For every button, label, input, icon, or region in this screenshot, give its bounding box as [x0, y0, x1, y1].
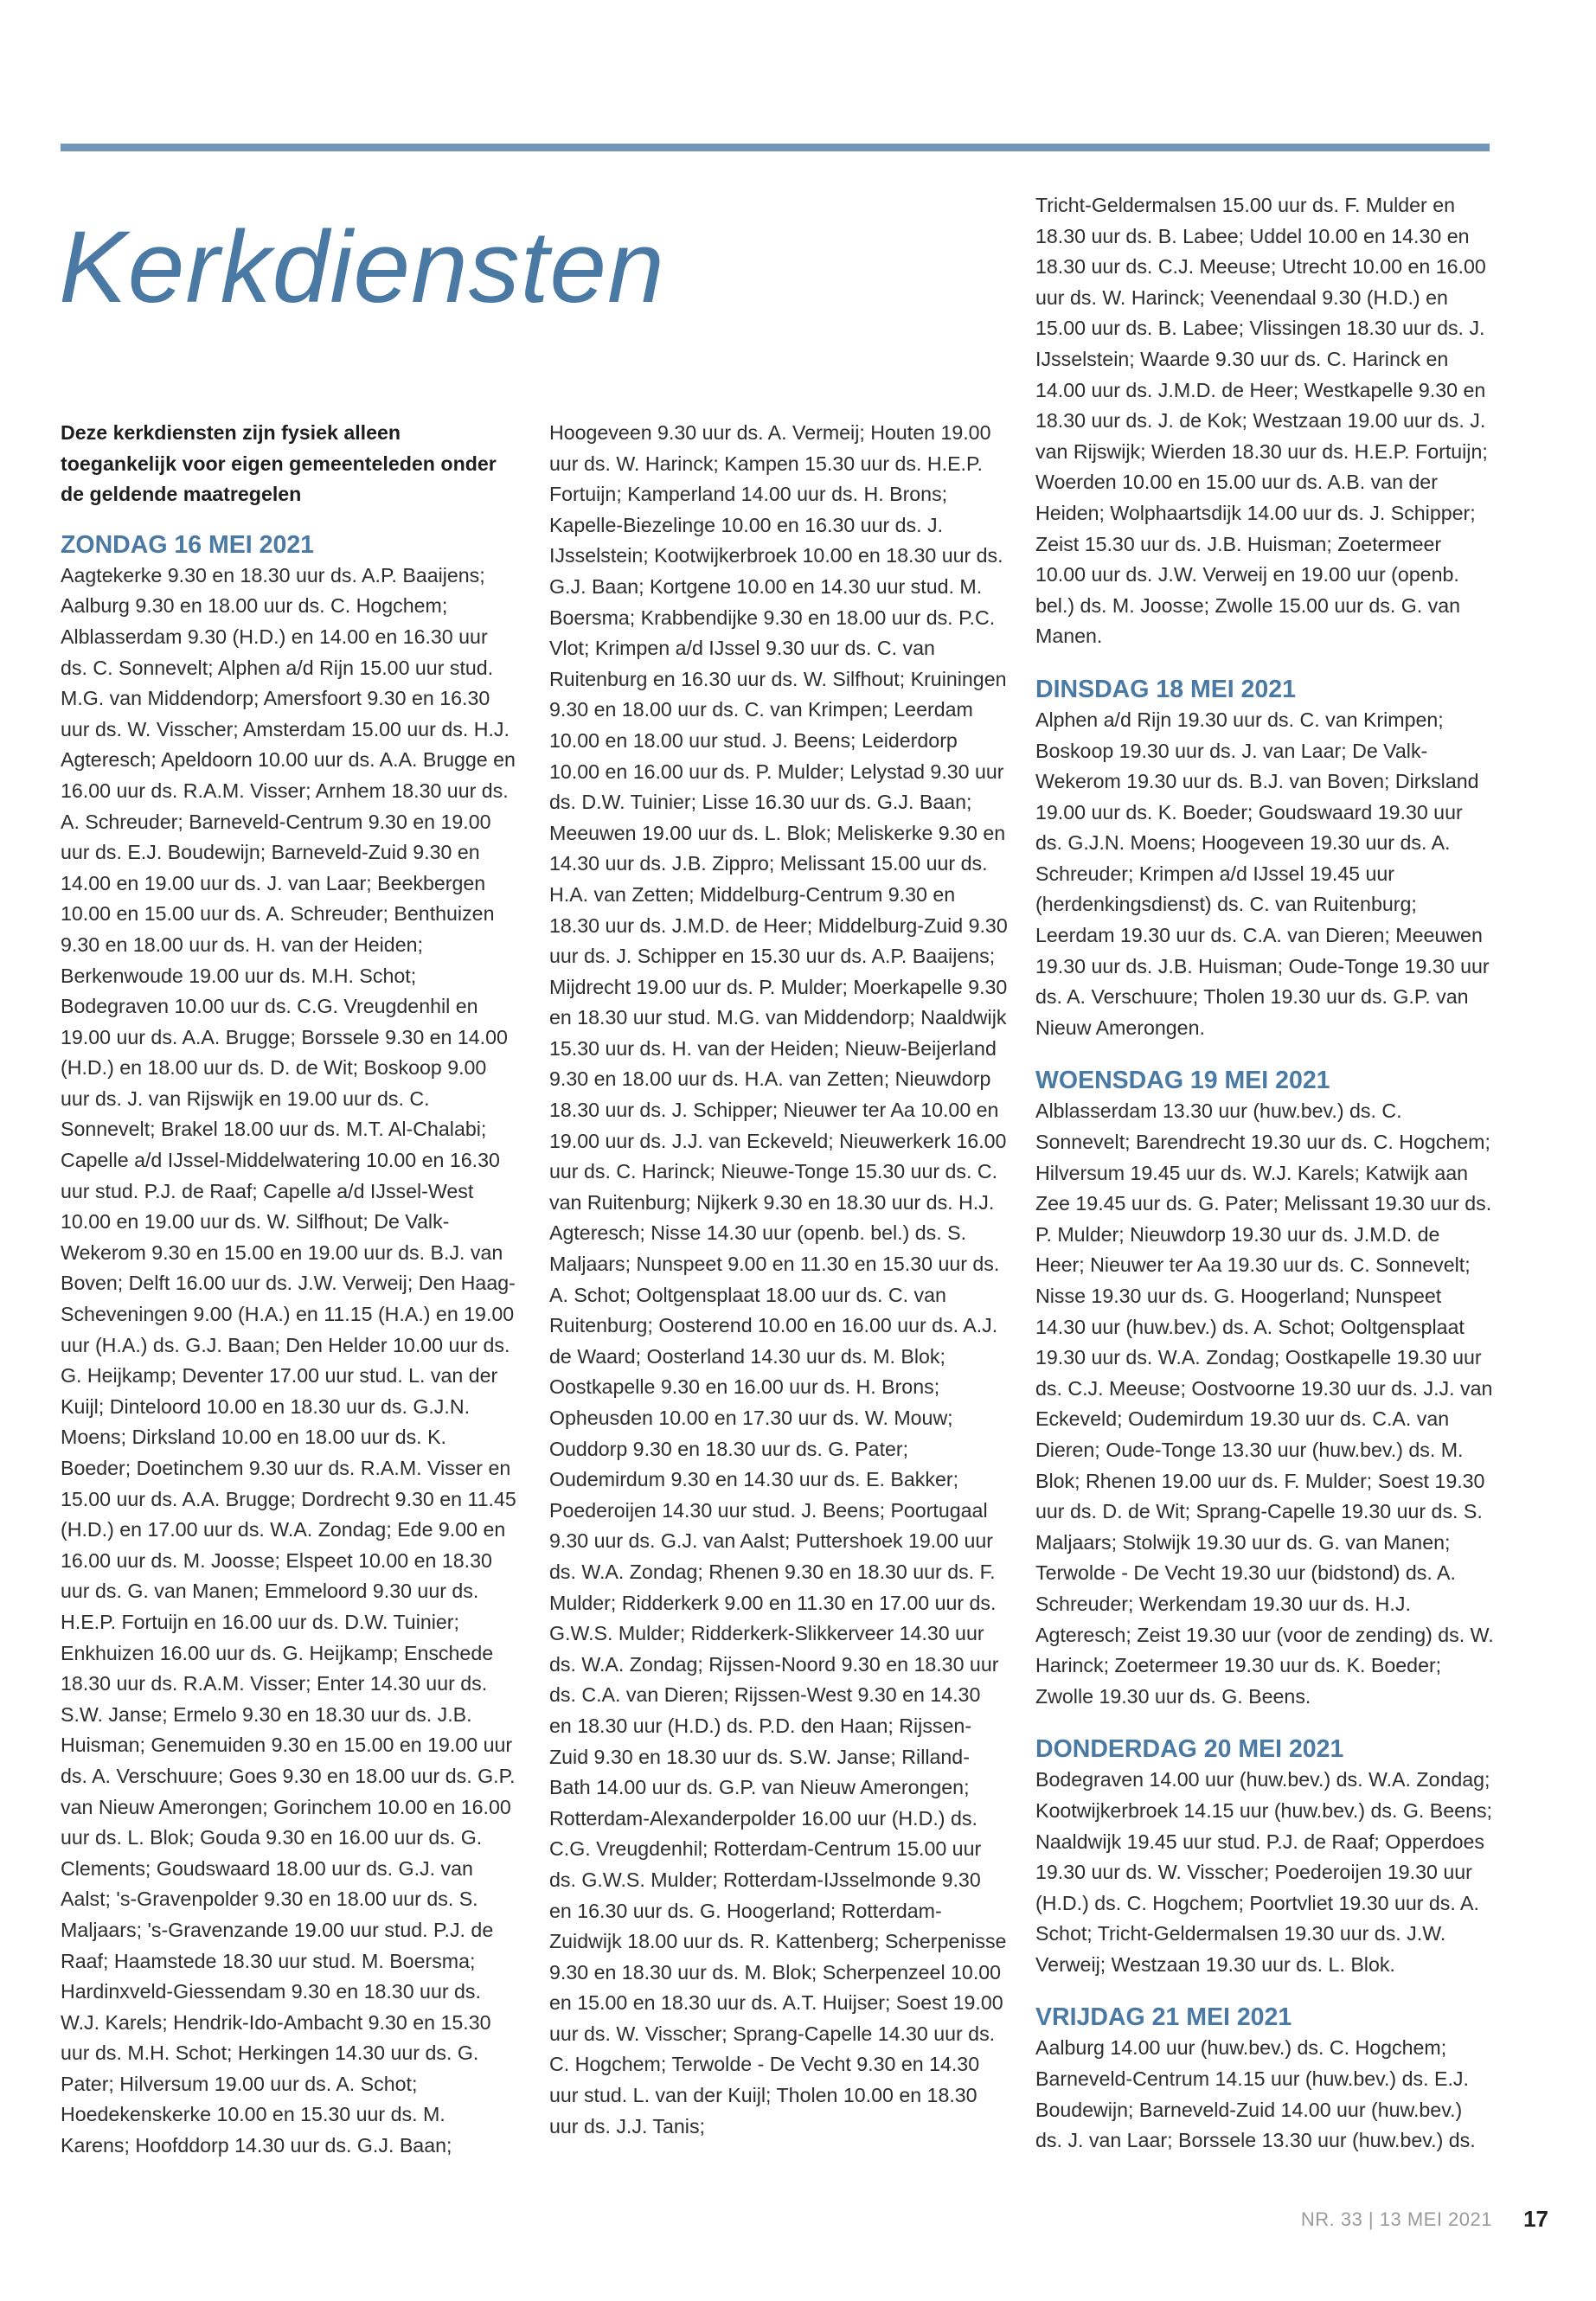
day-heading-wednesday: WOENSDAG 19 MEI 2021	[1035, 1067, 1330, 1095]
day-heading-friday: VRIJDAG 21 MEI 2021	[1035, 2003, 1292, 2032]
day-heading-thursday: DONDERDAG 20 MEI 2021	[1035, 1735, 1344, 1764]
service-list-friday: Aalburg 14.00 uur (huw.bev.) ds. C. Hogchem; Barneveld-Centrum 14.15 uur (huw.bev.) ds. E.J. Boudewijn; Barneveld-Zuid 14.00 uur (huw.bev.) ds. J. van Laar; Borssele 13.30 uur (huw.bev.) ds.	[1035, 2036, 1476, 2152]
top-divider	[61, 144, 1490, 151]
day-heading-sunday: ZONDAG 16 MEI 2021	[61, 530, 315, 559]
service-list-sunday-part-1: Aagtekerke 9.30 en 18.30 uur ds. A.P. Baaijens; Aalburg 9.30 en 18.00 uur ds. C. Hogchem; Alblasserdam 9.30 (H.D.) en 14.00 en 16.30 uur ds. C. Sonnevelt; Alphen a/d Rijn 15.00 uur stud. M.G. van Middendorp; Amersfoort 9.30 en 16.30 uur ds. W. Visscher; Amsterdam 15.00 uur ds. H.J. Agteresch; Apeldoorn 10.00 uur ds. A.A. Brugge en 16.00 uur ds. R.A.M. Visser; Arnhem 18.30 uur ds. A. Schreuder; Barneveld-Centrum 9.30 en 19.00 uur ds. E.J. Boudewijn; Barneveld-Zuid 9.30 en 14.00 en 19.00 uur ds. J. van Laar; Beekbergen 10.00 en 15.00 uur ds. A. Schreuder; Benthuizen 9.30 en 18.00 uur ds. H. van der Heiden; Berkenwoude 19.00 uur ds. M.H. Schot; Bodegraven 10.00 uur ds. C.G. Vreugdenhil en 19.00 uur ds. A.A. Brugge; Borssele 9.30 en 14.00 (H.D.) en 18.00 uur ds. D. de Wit; Boskoop 9.00 uur ds. J. van Rijswijk en 19.00 uur ds. C. Sonnevelt; Brakel 18.00 uur ds. M.T. Al-Chalabi; Capelle a/d IJssel-Middelwatering 10.00 en 16.30 uur stud. P.J. de Raaf; Capelle a/d IJssel-West 10.00 en 19.00 uur ds. W. Silfhout; De Valk-Wekerom 9.30 en 15.00 en 19.00 uur ds. B.J. van Boven; Delft 16.00 uur ds. J.W. Verweij; Den Haag-Scheveningen 9.00 (H.A.) en 11.15 (H.A.) en 19.00 uur (H.A.) ds. G.J. Baan; Den Helder 10.00 uur ds. G. Heijkamp; Deventer 17.00 uur stud. L. van der Kuijl; Dinteloord 10.00 en 18.30 uur ds. G.J.N. Moens; Dirksland 10.00 en 18.00 uur ds. K. Boeder; Doetinchem 9.30 uur ds. R.A.M. Visser en 15.00 uur ds. A.A. Brugge; Dordrecht 9.30 en 11.45 (H.D.) en 17.00 uur ds. W.A. Zondag; Ede 9.00 en 16.00 uur ds. M. Joosse; Elspeet 10.00 en 18.30 uur ds. G. van Manen; Emmeloord 9.30 uur ds. H.E.P. Fortuijn en 16.00 uur ds. D.W. Tuinier; Enkhuizen 16.00 uur ds. G. Heijkamp; Enschede 18.30 uur ds. R.A.M. Visser; Enter 14.30 uur ds. S.W. Janse; Ermelo 9.30 en 18.30 uur ds. J.B. Huisman; Genemuiden 9.30 en 15.00 en 19.00 uur ds. A. Verschuure; Goes 9.30 en 18.00 uur ds. G.P. van Nieuw Amerongen; Gorinchem 10.00 en 16.00 uur ds. L. Blok; Gouda 9.30 en 16.00 uur ds. G. Clements; Goudswaard 18.00 uur ds. G.J. van Aalst; 's-Gravenpolder 9.30 en 18.00 uur ds. S. Maljaars; 's-Gravenzande 19.00 uur stud. P.J. de Raaf; Haamstede 18.30 uur stud. M. Boersma; Hardinxveld-Giessendam 9.30 en 18.30 uur ds. W.J. Karels; Hendrik-Ido-Ambacht 9.30 en 15.30 uur ds. M.H. Schot; Herkingen 14.30 uur ds. G. Pater; Hilversum 19.00 uur ds. A. Schot; Hoedekenskerke 10.00 en 15.30 uur ds. M. Karens; Hoofddorp 14.30 uur ds. G.J. Baan;	[61, 563, 516, 2157]
column-2	[549, 418, 1008, 2142]
service-list-wednesday: Alblasserdam 13.30 uur (huw.bev.) ds. C. Sonnevelt; Barendrecht 19.30 uur ds. C. Hogchem; Hilversum 19.45 uur ds. W.J. Karels; Katwijk aan Zee 19.45 uur ds. G. Pater; Melissant 19.30 uur ds. P. Mulder; Nieuwdorp 19.30 uur ds. J.M.D. de Heer; Nieuwer ter Aa 19.30 uur ds. C. Sonnevelt; Nisse 19.30 uur ds. G. Hoogerland; Nunspeet 14.30 uur (huw.bev.) ds. A. Schot; Ooltgensplaat 19.30 uur ds. W.A. Zondag; Oostkapelle 19.30 uur ds. C.J. Meeuse; Oostvoorne 19.30 uur ds. J.J. van Eckeveld; Oudemirdum 19.30 uur ds. C.A. van Dieren; Oude-Tonge 13.30 uur (huw.bev.) ds. M. Blok; Rhenen 19.00 uur ds. F. Mulder; Soest 19.30 uur ds. D. de Wit; Sprang-Capelle 19.30 uur ds. S. Maljaars; Stolwijk 19.30 uur ds. G. van Manen; Terwolde - De Vecht 19.30 uur (bidstond) ds. A. Schreuder; Werkendam 19.30 uur ds. H.J. Agteresch; Zeist 19.30 uur (voor de zending) ds. W. Harinck; Zoetermeer 19.30 uur ds. K. Boeder; Zwolle 19.30 uur ds. G. Beens.	[1035, 1099, 1494, 1708]
service-list-tuesday: Alphen a/d Rijn 19.30 uur ds. C. van Krimpen; Boskoop 19.30 uur ds. J. van Laar; De Valk-Wekerom 19.30 uur ds. B.J. van Boven; Dirksland 19.00 uur ds. K. Boeder; Goudswaard 19.30 uur ds. G.J.N. Moens; Hoogeveen 19.30 uur ds. A. Schreuder; Krimpen a/d IJssel 19.45 uur (herdenkingsdienst) ds. C. van Ruitenburg; Leerdam 19.30 uur ds. C.A. van Dieren; Meeuwen 19.30 uur ds. J.B. Huisman; Oude-Tonge 19.30 uur ds. A. Verschuure; Tholen 19.30 uur ds. G.P. van Nieuw Amerongen.	[1035, 708, 1490, 1039]
column-3	[1035, 190, 1494, 2157]
column-1	[61, 418, 519, 2162]
page-title: Kerkdiensten	[59, 210, 665, 324]
issue-info: NR. 33 | 13 MEI 2021	[1300, 2208, 1492, 2230]
service-list-sunday-part-2: Hoogeveen 9.30 uur ds. A. Vermeij; Houten 19.00 uur ds. W. Harinck; Kampen 15.30 uur ds. H.E.P. Fortuijn; Kamperland 14.00 uur ds. H. Brons; Kapelle-Biezelinge 10.00 en 16.30 uur ds. J. IJsselstein; Kootwijkerbroek 10.00 en 18.30 uur ds. G.J. Baan; Kortgene 10.00 en 14.30 uur stud. M. Boersma; Krabbendijke 9.30 en 18.00 uur ds. P.C. Vlot; Krimpen a/d IJssel 9.30 uur ds. C. van Ruitenburg en 16.30 uur ds. W. Silfhout; Kruiningen 9.30 en 18.00 uur ds. C. van Krimpen; Leerdam 10.00 en 18.00 uur stud. J. Beens; Leiderdorp 10.00 en 16.00 uur ds. P. Mulder; Lelystad 9.30 uur ds. D.W. Tuinier; Lisse 16.30 uur ds. G.J. Baan; Meeuwen 19.00 uur ds. L. Blok; Meliskerke 9.30 en 14.30 uur ds. J.B. Zippro; Melissant 15.00 uur ds. H.A. van Zetten; Middelburg-Centrum 9.30 en 18.30 uur ds. J.M.D. de Heer; Middelburg-Zuid 9.30 uur ds. J. Schipper en 15.30 uur ds. A.P. Baaijens; Mijdrecht 19.00 uur ds. P. Mulder; Moerkapelle 9.30 en 18.30 uur stud. M.G. van Middendorp; Naaldwijk 15.30 uur ds. H. van der Heiden; Nieuw-Beijerland 9.30 en 18.00 uur ds. H.A. van Zetten; Nieuwdorp 18.30 uur ds. J. Schipper; Nieuwer ter Aa 10.00 en 19.00 uur ds. J.J. van Eckeveld; Nieuwerkerk 16.00 uur ds. C. Harinck; Nieuwe-Tonge 15.30 uur ds. C. van Ruitenburg; Nijkerk 9.30 en 18.30 uur ds. H.J. Agteresch; Nisse 14.30 uur (openb. bel.) ds. S. Maljaars; Nunspeet 9.00 en 11.30 en 15.30 uur ds. A. Schot; Ooltgensplaat 18.00 uur ds. C. van Ruitenburg; Oosterend 10.00 en 16.00 uur ds. A.J. de Waard; Oosterland 14.30 uur ds. M. Blok; Oostkapelle 9.30 en 16.00 uur ds. H. Brons; Opheusden 10.00 en 17.30 uur ds. W. Mouw; Ouddorp 9.30 en 18.30 uur ds. G. Pater; Oudemirdum 9.30 en 14.30 uur ds. E. Bakker; Poederoijen 14.30 uur stud. J. Beens; Poortugaal 9.30 uur ds. G.J. van Aalst; Puttershoek 19.00 uur ds. W.A. Zondag; Rhenen 9.30 en 18.30 uur ds. F. Mulder; Ridderkerk 9.00 en 11.30 en 17.00 uur ds. G.W.S. Mulder; Ridderkerk-Slikkerveer 14.30 uur ds. W.A. Zondag; Rijssen-Noord 9.30 en 18.30 uur ds. C.A. van Dieren; Rijssen-West 9.30 en 14.30 en 18.30 uur (H.D.) ds. P.D. den Haan; Rijssen-Zuid 9.30 en 18.30 uur ds. S.W. Janse; Rilland-Bath 14.00 uur ds. G.P. van Nieuw Amerongen; Rotterdam-Alexanderpolder 16.00 uur (H.D.) ds. C.G. Vreugdenhil; Rotterdam-Centrum 15.00 uur ds. G.W.S. Mulder; Rotterdam-IJsselmonde 9.30 en 16.30 uur ds. G. Hoogerland; Rotterdam-Zuidwijk 18.00 uur ds. R. Kattenberg; Scherpenisse 9.30 en 18.30 uur ds. M. Blok; Scherpenzeel 10.00 en 15.00 en 18.30 uur ds. A.T. Huijser; Soest 19.00 uur ds. W. Visscher; Sprang-Capelle 14.30 uur ds. C. Hogchem; Terwolde - De Vecht 9.30 en 14.30 uur stud. L. van der Kuijl; Tholen 10.00 en 18.30 uur ds. J.J. Tanis;	[549, 421, 1008, 2138]
day-heading-tuesday: DINSDAG 18 MEI 2021	[1035, 675, 1296, 703]
page-number: 17	[1523, 2206, 1548, 2232]
service-list-thursday: Bodegraven 14.00 uur (huw.bev.) ds. W.A. Zondag; Kootwijkerbroek 14.15 uur (huw.bev.) ds. G. Beens; Naaldwijk 19.45 uur stud. P.J. de Raaf; Opperdoes 19.30 uur ds. W. Visscher; Poederoijen 19.30 uur (H.D.) ds. C. Hogchem; Poortvliet 19.30 uur ds. A. Schot; Tricht-Geldermalsen 19.30 uur ds. J.W. Verweij; Westzaan 19.30 uur ds. L. Blok.	[1035, 1768, 1493, 1976]
intro-text: Deze kerkdiensten zijn fysiek alleen toegankelijk voor eigen gemeenteleden onder de geldende maatregelen	[61, 421, 497, 506]
service-list-sunday-part-3: Tricht-Geldermalsen 15.00 uur ds. F. Mulder en 18.30 uur ds. B. Labee; Uddel 10.00 en 14.30 en 18.30 uur ds. C.J. Meeuse; Utrecht 10.00 en 16.00 uur ds. W. Harinck; Veenendaal 9.30 (H.D.) en 15.00 uur ds. B. Labee; Vlissingen 18.30 uur ds. J. IJsselstein; Waarde 9.30 uur ds. C. Harinck en 14.00 uur ds. J.M.D. de Heer; Westkapelle 9.30 en 18.30 uur ds. J. de Kok; Westzaan 19.00 uur ds. J. van Rijswijk; Wierden 18.30 uur ds. H.E.P. Fortuijn; Woerden 10.00 en 15.00 uur ds. A.B. van der Heiden; Wolphaartsdijk 14.00 uur ds. J. Schipper; Zeist 15.30 uur ds. J.B. Huisman; Zoetermeer 10.00 uur ds. J.W. Verweij en 19.00 uur (openb. bel.) ds. M. Joosse; Zwolle 15.00 uur ds. G. van Manen.	[1035, 194, 1488, 648]
